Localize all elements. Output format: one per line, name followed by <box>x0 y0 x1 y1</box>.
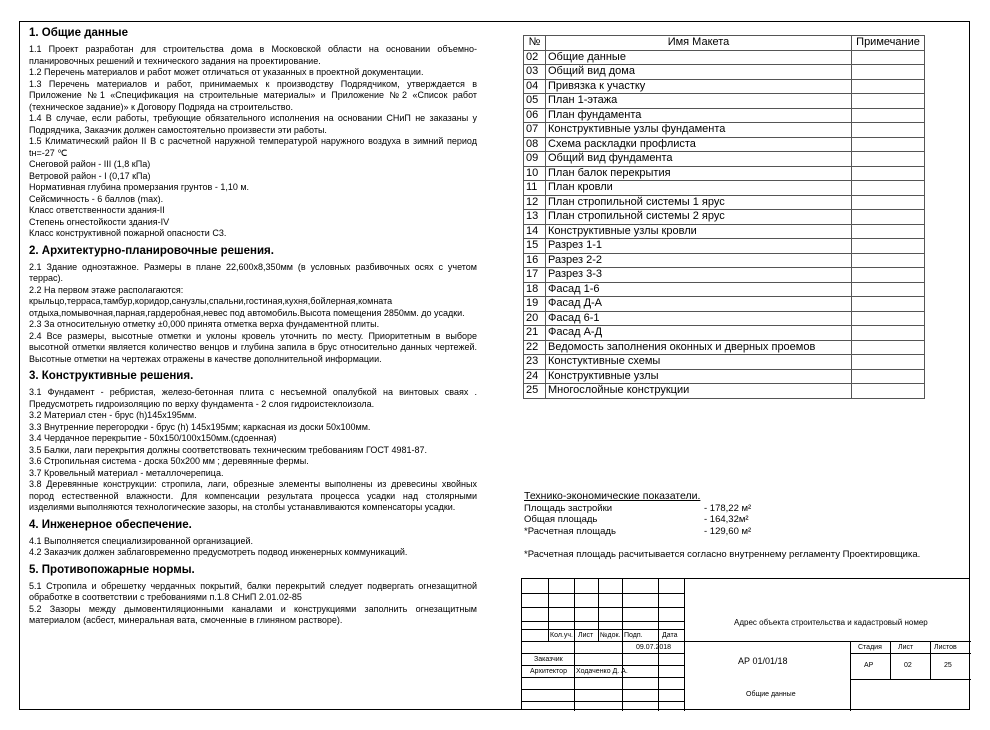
sheet-name-cell: Привязка к участку <box>546 79 852 94</box>
sheet-note-cell <box>852 94 925 109</box>
table-row <box>524 50 925 65</box>
sheet-num-cell: 07 <box>524 123 546 138</box>
table-row <box>524 137 925 152</box>
tep-footnote: *Расчетная площадь расчитывается согласно внутреннему регламенту Проектировщика. <box>524 549 921 560</box>
note-paragraph: Класс конструктивной пожарной опасности С3. <box>29 228 227 238</box>
sheet-note-cell <box>852 166 925 181</box>
note-paragraph: Снеговой район - III (1,8 кПа) <box>29 159 151 169</box>
stamp-date: 09.07.2018 <box>636 644 672 651</box>
sheet-num-cell: 05 <box>524 94 546 109</box>
note-paragraph: Класс ответственности здания-II <box>29 205 165 215</box>
table-row <box>524 384 925 399</box>
note-paragraph: 3.6 Стропильная система - доска 50х200 мм ; деревянные фермы. <box>29 456 309 466</box>
tep-value: - 164,32м² <box>704 514 749 525</box>
note-paragraph: 1.3 Перечень материалов и работ, принимаемых к производству Подрядчиком, утверждается в Приложение №1 «Спецификация на строительные материалы» и Приложение №2 «Список работ (техническое задание)» к Договору Подряда на строительство. <box>29 78 477 112</box>
sheet-note-cell <box>852 79 925 94</box>
col-date: Дата <box>662 632 678 639</box>
note-paragraph: 3.8 Деревянные конструкции: стропила, лаги, обрезные элементы выполнены из древесины хвойных пород естественной влажности. Для компенсации результата процесса усадки над столярными изделиями выполняются технологические зазоры, на столбы устанавливаются компенсаторы усадки. <box>29 479 477 512</box>
document-code: АР 01/01/18 <box>738 656 788 666</box>
sheet-note-cell <box>852 297 925 312</box>
note-paragraph: 2.3 За относительную отметку ±0,000 принята отметка верха фундаментной плиты. <box>29 319 380 329</box>
note-paragraph: 2.1 Здание одноэтажное. Размеры в плане 22,600х8,350мм (в условных разбивочных осях с учетом террас). <box>29 261 477 283</box>
sheet-num-cell: 14 <box>524 224 546 239</box>
table-row <box>524 210 925 225</box>
sheet-num-cell: 20 <box>524 311 546 326</box>
note-paragraph: 3.1 Фундамент - ребристая, железо-бетонная плита с несъемной опалубкой на винтовых сваях . Предусмотреть гидроизоляцию по верху фундамента - 2 слоя гидроистеклоизола. <box>29 387 477 409</box>
note-paragraph: 1.1 Проект разработан для строительства дома в Московской области на основании объемно-планировочных решений и технического задания на проектирование. <box>29 44 477 66</box>
section-title: 3. Конструктивные решения. <box>29 370 194 382</box>
note-paragraph: 1.4 В случае, если работы, требующие обязательного исполнения на основании СНиП не заказаны у Подрядчика, Заказчик должен самостоятельно произвести эти работы. <box>29 113 477 135</box>
col-doc: №док. <box>600 632 621 639</box>
sheet-name-cell: План стропильной системы 2 ярус <box>546 210 852 225</box>
note-paragraph: 5.2 Зазоры между дымовентиляционными каналами и конструкциями заполнить огнезащитным материалом (асбест, минеральная вата, смоченные в глиняном растворе). <box>29 603 477 625</box>
sheet-name: Общие данные <box>746 691 796 698</box>
sheet-table-header <box>524 36 925 51</box>
sheet-note-cell <box>852 340 925 355</box>
sheet-name-cell: Фасад 1-6 <box>546 282 852 297</box>
sheet-num-cell: 19 <box>524 297 546 312</box>
sheet-name-cell: Фасад А-Д <box>546 326 852 341</box>
note-paragraph: 4.1 Выполняется специализированной организацией. <box>29 535 253 546</box>
tep-label: Общая площадь <box>524 514 598 525</box>
sheet-name-cell: Схема раскладки профлиста <box>546 137 852 152</box>
sheet-num-cell: 08 <box>524 137 546 152</box>
sheet-note-cell <box>852 108 925 123</box>
sheet-num-cell: 21 <box>524 326 546 341</box>
sheet-num-cell: 10 <box>524 166 546 181</box>
sheet-note-cell <box>852 326 925 341</box>
sheet-num-cell: 02 <box>524 50 546 65</box>
note-paragraph: Сейсмичность - 6 баллов (max). <box>29 193 164 204</box>
sheet-num-cell: 04 <box>524 79 546 94</box>
note-paragraph: 3.5 Балки, лаги перекрытия должны соответствовать техническим требованиям ГОСТ 4981-87. <box>29 444 428 455</box>
sheet-note-cell <box>852 384 925 399</box>
note-paragraph: Степень огнестойкости здания-IV <box>29 216 170 227</box>
sheets-label: Листов <box>934 644 957 651</box>
customer-label: Заказчик <box>534 656 563 663</box>
table-row <box>524 94 925 109</box>
sheet-note-cell <box>852 50 925 65</box>
notes-section <box>29 518 477 559</box>
note-paragraph: 3.3 Внутренние перегородки - брус (h) 145х195мм; каркасная из доски 50х100мм. <box>29 421 371 432</box>
sheet-name-cell: Конструктивные узлы кровли <box>546 224 852 239</box>
sheet-num-cell: 12 <box>524 195 546 210</box>
sheet-num-cell: 11 <box>524 181 546 196</box>
sheet-name-cell: Общий вид дома <box>546 65 852 80</box>
table-row <box>524 79 925 94</box>
sheet-name-cell: План стропильной системы 1 ярус <box>546 195 852 210</box>
header-note: Примечание <box>852 36 925 51</box>
sheet-name-cell: Конструктивные узлы фундамента <box>546 123 852 138</box>
tep-row <box>524 514 954 526</box>
sheet-note-cell <box>852 65 925 80</box>
table-row <box>524 65 925 80</box>
tep-row <box>524 503 954 515</box>
sheet-note-cell <box>852 282 925 297</box>
col-sign: Подп. <box>624 632 643 639</box>
tep-label: Площадь застройки <box>524 502 613 514</box>
sheet-name-cell: Многослойные конструкции <box>546 384 852 399</box>
table-row <box>524 181 925 196</box>
sheet-note-cell <box>852 224 925 239</box>
sheet-num-cell: 24 <box>524 369 546 384</box>
sheet-name-cell: План фундамента <box>546 108 852 123</box>
table-row <box>524 152 925 167</box>
sheet-name-cell: Конструктивные узлы <box>546 369 852 384</box>
header-name: Имя Макета <box>546 36 852 51</box>
note-paragraph: 1.5 Климатический район II В с расчетной наружной температурой наружного воздуха в зимний период tн=-27 ℃ <box>29 136 477 158</box>
section-title: 4. Инженерное обеспечение. <box>29 518 192 531</box>
sheet-name-cell: Фасад Д-А <box>546 297 852 312</box>
table-row <box>524 326 925 341</box>
sheet-num-cell: 09 <box>524 152 546 167</box>
sheet-list-table <box>523 35 925 399</box>
sheet-name-cell: Разрез 1-1 <box>546 239 852 254</box>
tep-title: Технико-экономические показатели. <box>524 490 701 502</box>
note-paragraph: 3.2 Материал стен - брус (h)145х195мм. <box>29 410 197 420</box>
table-row <box>524 253 925 268</box>
sheet-name-cell: Разрез 3-3 <box>546 268 852 283</box>
sheet-name-cell: План балок перекрытия <box>546 166 852 181</box>
table-row <box>524 297 925 312</box>
sheet-note-cell <box>852 195 925 210</box>
note-paragraph: 2.2 На первом этаже располагаются: <box>29 284 184 295</box>
sheet-note-cell <box>852 181 925 196</box>
sheet-num-cell: 13 <box>524 210 546 225</box>
sheet-num-cell: 18 <box>524 282 546 297</box>
sheet-note-cell <box>852 239 925 254</box>
sheet-name-cell: Ведомость заполнения оконных и дверных проемов <box>546 340 852 355</box>
sheet-note-cell <box>852 253 925 268</box>
sheet-num-cell: 15 <box>524 239 546 254</box>
sheet-num-cell: 16 <box>524 253 546 268</box>
table-row <box>524 108 925 123</box>
stage-label: Стадия <box>858 644 882 651</box>
sheets-value: 25 <box>944 662 952 669</box>
sheet-note-cell <box>852 268 925 283</box>
table-row <box>524 355 925 370</box>
note-paragraph: 2.4 Все размеры, высотные отметки и уклоны кровель уточнить по месту. Приоритетным в выборе высотной отметки является количество венцов и глубина запила в брус относительно данных чертежей. Высотные отметки на чертежах отражены в качестве дополнительной информации. <box>29 330 477 364</box>
sheet-num-cell: 23 <box>524 355 546 370</box>
sheet-name-cell: Общий вид фундамента <box>546 152 852 167</box>
note-paragraph: 4.2 Заказчик должен заблаговременно предусмотреть подвод инженерных коммуникаций. <box>29 547 408 557</box>
sheet-num-cell: 06 <box>524 108 546 123</box>
sheet-note-cell <box>852 152 925 167</box>
sheet-value: 02 <box>904 662 912 669</box>
sheet-name-cell: План кровли <box>546 181 852 196</box>
sheet-note-cell <box>852 369 925 384</box>
col-qty: Кол.уч. <box>550 632 573 639</box>
title-block <box>521 578 970 710</box>
table-row <box>524 268 925 283</box>
section-title: 5. Противопожарные нормы. <box>29 563 195 576</box>
architect-label: Архитектор <box>530 668 567 675</box>
tep-value: - 129,60 м² <box>704 525 752 537</box>
object-address: Адрес объекта строительства и кадастровый номер <box>734 618 928 627</box>
table-row <box>524 369 925 384</box>
table-row <box>524 282 925 297</box>
sheet-num-cell: 22 <box>524 340 546 355</box>
sheet-name-cell: Фасад 6-1 <box>546 311 852 326</box>
sheet-note-cell <box>852 210 925 225</box>
architect-name: Ходаченко Д. А. <box>576 668 628 675</box>
sheet-num-cell: 03 <box>524 65 546 80</box>
note-paragraph: 3.4 Чердачное перекрытие - 50х150/100х150мм.(сдоенная) <box>29 433 277 443</box>
sheet-name-cell: План 1-этажа <box>546 94 852 109</box>
stage-value: АР <box>864 662 874 669</box>
sheet-note-cell <box>852 137 925 152</box>
sheet-note-cell <box>852 355 925 370</box>
section-title: 2. Архитектурно-планировочные решения. <box>29 244 274 257</box>
sheet-note-cell <box>852 123 925 138</box>
sheet-name-cell: Разрез 2-2 <box>546 253 852 268</box>
tep-value: - 178,22 м² <box>704 502 752 514</box>
sheet-label: Лист <box>898 644 914 651</box>
table-row <box>524 166 925 181</box>
notes-section <box>29 369 477 514</box>
note-paragraph: 3.7 Кровельный материал - металлочерепица. <box>29 467 224 478</box>
col-sheet: Лист <box>578 632 594 639</box>
notes-section <box>29 244 477 366</box>
table-row <box>524 195 925 210</box>
section-title: 1. Общие данные <box>29 27 129 39</box>
sheet-num-cell: 25 <box>524 384 546 399</box>
tep-label: *Расчетная площадь <box>524 525 616 537</box>
note-paragraph: 5.1 Стропила и обрешетку чердачных покрытий, балки перекрытий следует подвергать огнезащитной обработке в соответствии с требованиями п.1.8 СНиП 2.01.02-85 <box>29 580 477 602</box>
table-row <box>524 224 925 239</box>
note-paragraph: 1.2 Перечень материалов и работ может отличаться от указанных в проектной документации. <box>29 67 424 77</box>
general-notes <box>29 26 477 631</box>
table-row <box>524 239 925 254</box>
note-paragraph: Ветровой район - I (0,17 кПа) <box>29 170 151 181</box>
sheet-num-cell: 17 <box>524 268 546 283</box>
tep-row <box>524 526 954 538</box>
notes-section <box>29 563 477 627</box>
table-row <box>524 123 925 138</box>
header-number: № <box>524 36 546 51</box>
note-paragraph: крыльцо,терраса,тамбур,коридор,санузлы,спальни,гостиная,кухня,бойлерная,комната отдыха,помывочная,парная,гардеробная,невес под автомобиль.Высота помещения 2850мм. до усадки. <box>29 296 465 318</box>
sheet-name-cell: Констуктивные схемы <box>546 355 852 370</box>
tech-economic-indicators <box>524 491 954 561</box>
table-row <box>524 311 925 326</box>
table-row <box>524 340 925 355</box>
sheet-note-cell <box>852 311 925 326</box>
sheet-name-cell: Общие данные <box>546 50 852 65</box>
notes-section <box>29 26 477 240</box>
note-paragraph: Нормативная глубина промерзания грунтов - 1,10 м. <box>29 182 250 192</box>
